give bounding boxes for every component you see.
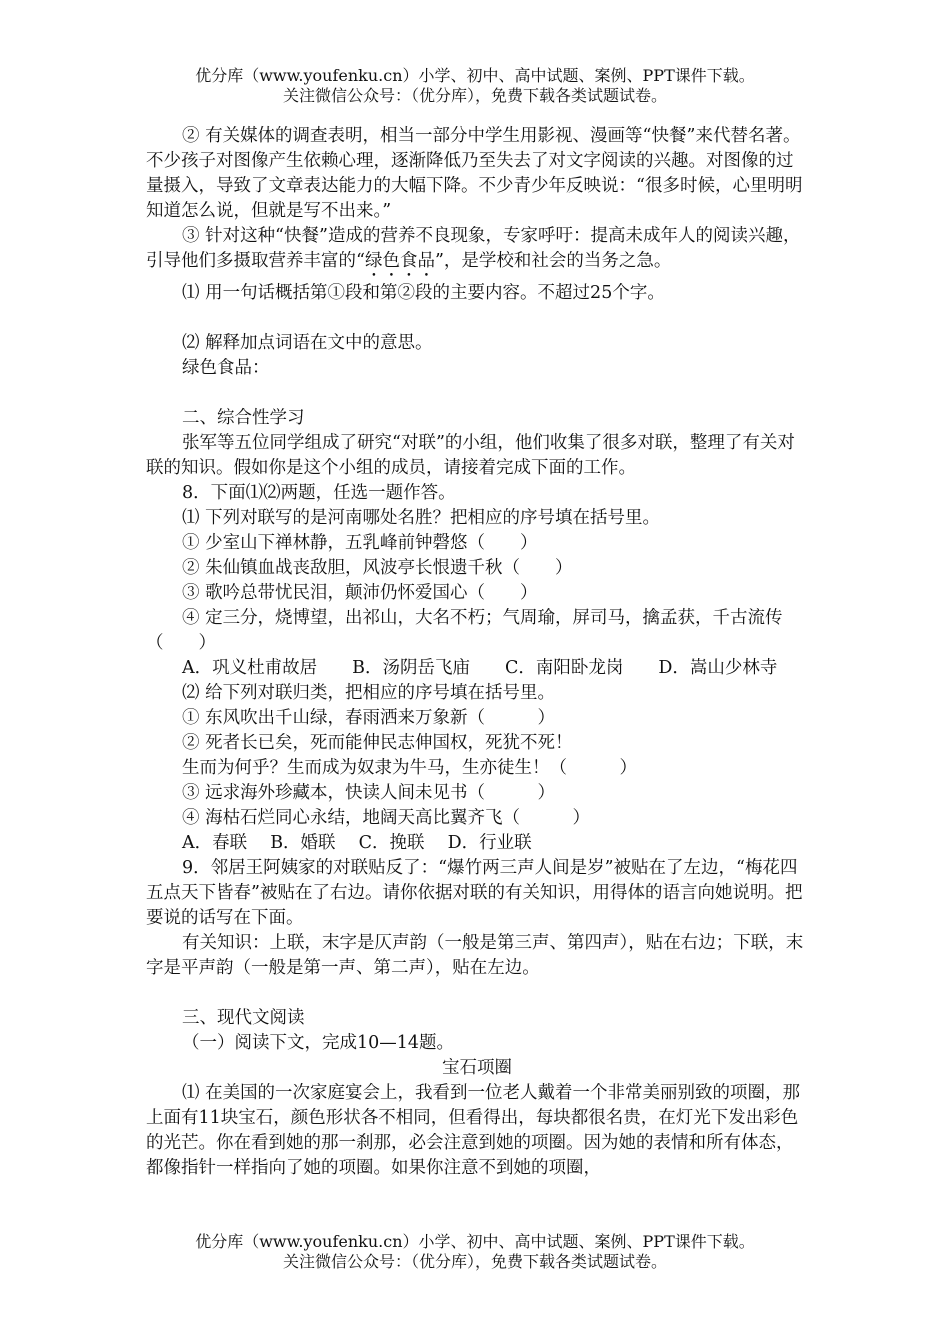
- section-2-title: 二、综合性学习: [182, 408, 305, 428]
- options-8-2: A．春联 B．婚联 C．挽联 D．行业联: [182, 833, 532, 853]
- question-9: 9．邻居王阿姨家的对联贴反了：“爆竹两三声人间是岁”被贴在了左边，“梅花四五点天下皆春”被贴在了右边。请你依据对联的有关知识，用得体的语言向她说明。把要说的话写在下面。: [146, 858, 803, 928]
- paragraph-3-start: ③ 针对这种“快餐”造成的营养不良现象，专家呼吁：提高未成年人的阅读兴趣，引导他们多摄取营养丰富的“: [146, 226, 801, 271]
- paragraph-3-end: ”，是学校和社会的当务之急。: [434, 251, 672, 271]
- couplet-8-2-b: ② 死者长已矣，死而能伸民志伸国权，死犹不死！: [182, 733, 573, 753]
- question-8: 8．下面⑴⑵两题，任选一题作答。: [182, 483, 456, 503]
- article-paragraph-1: ⑴ 在美国的一次家庭宴会上，我看到一位老人戴着一个非常美丽别致的项圈，那上面有11块宝石，颜色形状各不相同，但看得出，每块都很名贵，在灯光下发出彩色的光芒。你在看到她的那一刹那，必会注意到她的项圈。因为她的表情和所有体态，都像指针一样指向了她的项圈。如果你注意不到她的项圈，: [146, 1083, 801, 1178]
- question-1: ⑴ 用一句话概括第①段和第②段的主要内容。不超过25个字。: [182, 283, 665, 303]
- couplet-8-1-a: ① 少室山下禅林静，五乳峰前钟磬悠（ ）: [182, 533, 538, 553]
- couplet-8-1-c: ③ 歌吟总带忧民泪，颠沛仍怀爱国心（ ）: [182, 583, 538, 603]
- question-8-2: ⑵ 给下列对联归类，把相应的序号填在括号里。: [182, 683, 556, 703]
- options-8-1: A．巩义杜甫故居 B．汤阴岳飞庙 C．南阳卧龙岗 D．嵩山少林寺: [182, 658, 778, 678]
- article-title: 宝石项圈: [442, 1058, 512, 1078]
- header-line-1: 优分库（www.youfenku.cn）小学、初中、高中试题、案例、PPT课件下载。: [195, 66, 755, 85]
- page-footer: [0, 1232, 950, 1272]
- couplet-8-2-c: ③ 远求海外珍藏本，快读人间未见书（ ）: [182, 783, 556, 803]
- paragraph-3: [146, 224, 808, 281]
- section-2-intro: 张军等五位同学组成了研究“对联”的小组，他们收集了很多对联，整理了有关对联的知识。假如你是这个小组的成员，请接着完成下面的工作。: [146, 433, 795, 478]
- question-2-label: 绿色食品：: [182, 358, 270, 378]
- question-8-1: ⑴ 下列对联写的是河南哪处名胜？把相应的序号填在括号里。: [182, 508, 661, 528]
- footer-line-2: 关注微信公众号：（优分库），免费下载各类试题试卷。: [282, 1252, 667, 1271]
- header-line-2: 关注微信公众号：（优分库），免费下载各类试题试卷。: [282, 86, 667, 105]
- document-body: [146, 124, 808, 1181]
- couplet-8-2-d: ④ 海枯石烂同心永结，地阔天高比翼齐飞（ ）: [182, 808, 591, 828]
- question-9-note: 有关知识：上联，末字是仄声韵（一般是第三声、第四声），贴在右边；下联，末字是平声韵（一般是第一声、第二声），贴在左边。: [146, 933, 804, 978]
- couplet-8-2-a: ① 东风吹出千山绿，春雨洒来万象新（ ）: [182, 708, 556, 728]
- paragraph-2: ② 有关媒体的调查表明，相当一部分中学生用影视、漫画等“快餐”来代替名著。不少孩子对图像产生依赖心理，逐渐降低乃至失去了对文字阅读的兴趣。对图像的过量摄入，导致了文章表达能力的大幅下降。不少青少年反映说：“很多时候，心里明明知道怎么说，但就是写不出来。”: [146, 126, 803, 221]
- footer-line-1: 优分库（www.youfenku.cn）小学、初中、高中试题、案例、PPT课件下载。: [195, 1232, 755, 1251]
- question-2: ⑵ 解释加点词语在文中的意思。: [182, 333, 433, 353]
- couplet-8-2-b2: 生而为何乎？生而成为奴隶为牛马，生亦徒生！（ ）: [182, 758, 637, 778]
- dotted-term: 绿色食品: [364, 251, 435, 271]
- couplet-8-1-d: ④ 定三分，烧博望，出祁山，大名不朽；气周瑜，屏司马，擒孟获，千古流传（ ）: [146, 608, 783, 653]
- couplet-8-1-b: ② 朱仙镇血战丧敌胆，风波亭长恨遗千秋（ ）: [182, 558, 573, 578]
- page-header: [0, 66, 950, 106]
- section-3-subtitle: （一）阅读下文，完成10—14题。: [182, 1033, 455, 1053]
- section-3-title: 三、现代文阅读: [182, 1008, 305, 1028]
